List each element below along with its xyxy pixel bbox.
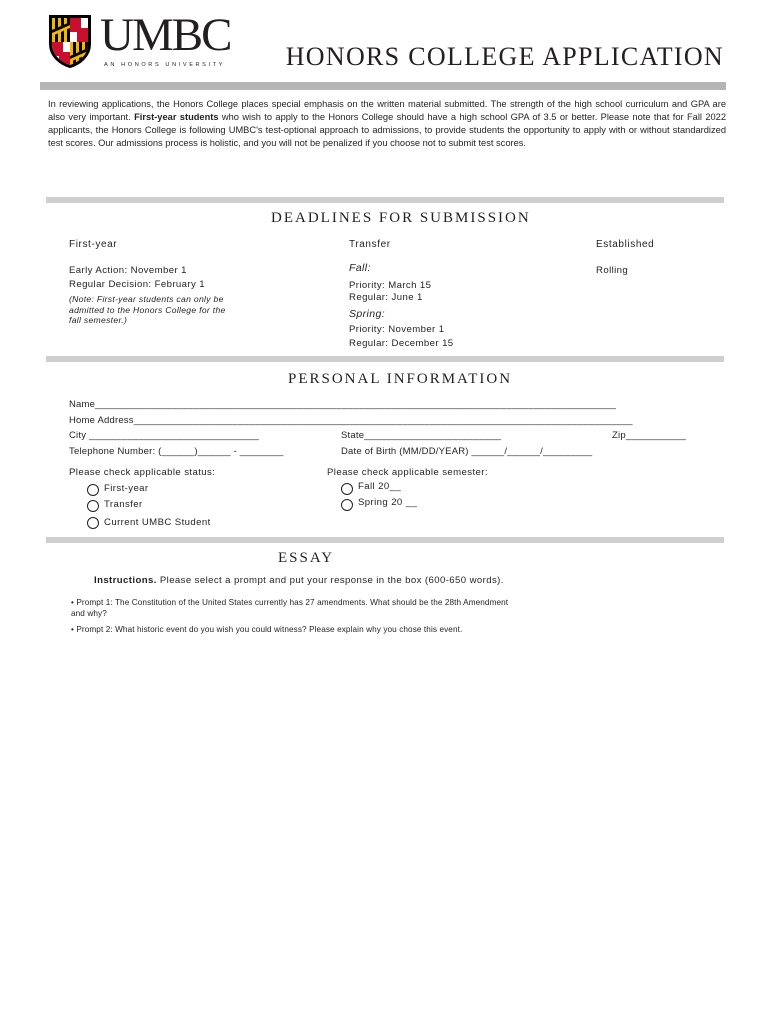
header-divider [40,82,726,90]
spring-option: Spring 20 __ [358,497,418,508]
semester-label: Please check applicable semester: [327,467,488,478]
spring-label: Spring: [349,308,386,320]
fall-regular-label: Regular: [349,292,389,303]
early-action [69,265,187,276]
early-action-date: November 1 [130,265,187,276]
fall-option: Fall 20__ [358,481,402,492]
regular-decision-date: February 1 [154,279,205,290]
instructions-label: Instructions. [94,575,157,586]
intro-text-2: who wish to apply to the Honors College should have a high school GPA of 3.5 or better. Please note that for Fall 2022 applicants, the Honors College is following UMBC's test-optional approach to admissions, to provide students the opportunity to apply with or without standardized test scores. Our admissions process is holistic, and you will not be penalized if you choose not to submit test scores. [48,112,726,148]
established-value: Rolling [596,265,629,276]
transfer-radio[interactable] [87,500,99,512]
personal-heading: PERSONAL INFORMATION [288,371,513,387]
intro-text-1: In reviewing applications, the Honors College places special emphasis on the written material submitted. The strength of the high school curriculum and GPA are also very important. [48,99,726,122]
fall-radio[interactable] [341,483,353,495]
home-address-field[interactable]: Home Address___________________________________________________________________________________________ [69,415,633,426]
regular-decision [69,279,205,290]
page-title: HONORS COLLEGE APPLICATION [285,42,724,71]
spring-regular-date: December 15 [391,338,454,349]
first-year-option: First-year [104,483,149,494]
regular-decision-label: Regular Decision: [69,279,152,290]
fall-regular-date: June 1 [391,292,423,303]
current-student-radio[interactable] [87,517,99,529]
transfer-option: Transfer [104,499,143,510]
early-action-label: Early Action: [69,265,128,276]
maryland-shield-icon [48,14,92,68]
transfer-label: Transfer [349,239,391,250]
zip-field[interactable]: Zip___________ [612,430,687,441]
fall-priority [349,280,431,291]
intro-bold: First-year students [134,112,219,122]
essay-heading: ESSAY [278,550,335,566]
personal-divider [46,356,724,362]
status-label: Please check applicable status: [69,467,216,478]
spring-radio[interactable] [341,499,353,511]
fall-priority-label: Priority: [349,280,386,291]
deadlines-heading: DEADLINES FOR SUBMISSION [271,210,531,226]
umbc-logo [48,9,234,70]
spring-priority-label: Priority: [349,324,386,335]
essay-divider [46,537,724,543]
intro-paragraph [48,98,726,150]
fall-label: Fall: [349,262,371,274]
fall-priority-date: March 15 [388,280,432,291]
name-field[interactable]: Name_______________________________________________________________________________________________ [69,399,617,410]
date-of-birth-field[interactable]: Date of Birth (MM/DD/YEAR) ______/______/_________ [341,446,593,457]
instructions-text: Please select a prompt and put your response in the box (600-650 words). [159,575,504,586]
prompt-1: • Prompt 1: The Constitution of the United States currently has 27 amendments. What should be the 28th Amendment and why? [71,598,509,618]
current-student-option: Current UMBC Student [104,517,211,528]
deadlines-divider [46,197,724,203]
spring-priority-date: November 1 [388,324,445,335]
established-label: Established [596,239,655,250]
fall-regular [349,292,423,303]
first-year-radio[interactable] [87,484,99,496]
essay-instructions [94,575,504,586]
first-year-note: (Note: First-year students can only be admitted to the Honors College for the fall semester.) [69,294,226,325]
logo-tagline: AN HONORS UNIVERSITY [104,62,225,68]
first-year-label: First-year [69,239,118,250]
umbc-wordmark: UMBC [100,9,231,61]
spring-priority [349,324,444,335]
city-field[interactable]: City _______________________________ [69,430,259,441]
state-field[interactable]: State_________________________ [341,430,502,441]
prompt-2: • Prompt 2: What historic event do you wish you could witness? Please explain why you chose this event. [71,625,463,634]
spring-regular [349,338,454,349]
telephone-field[interactable]: Telephone Number: (______)______ - ________ [69,446,284,457]
spring-regular-label: Regular: [349,338,389,349]
